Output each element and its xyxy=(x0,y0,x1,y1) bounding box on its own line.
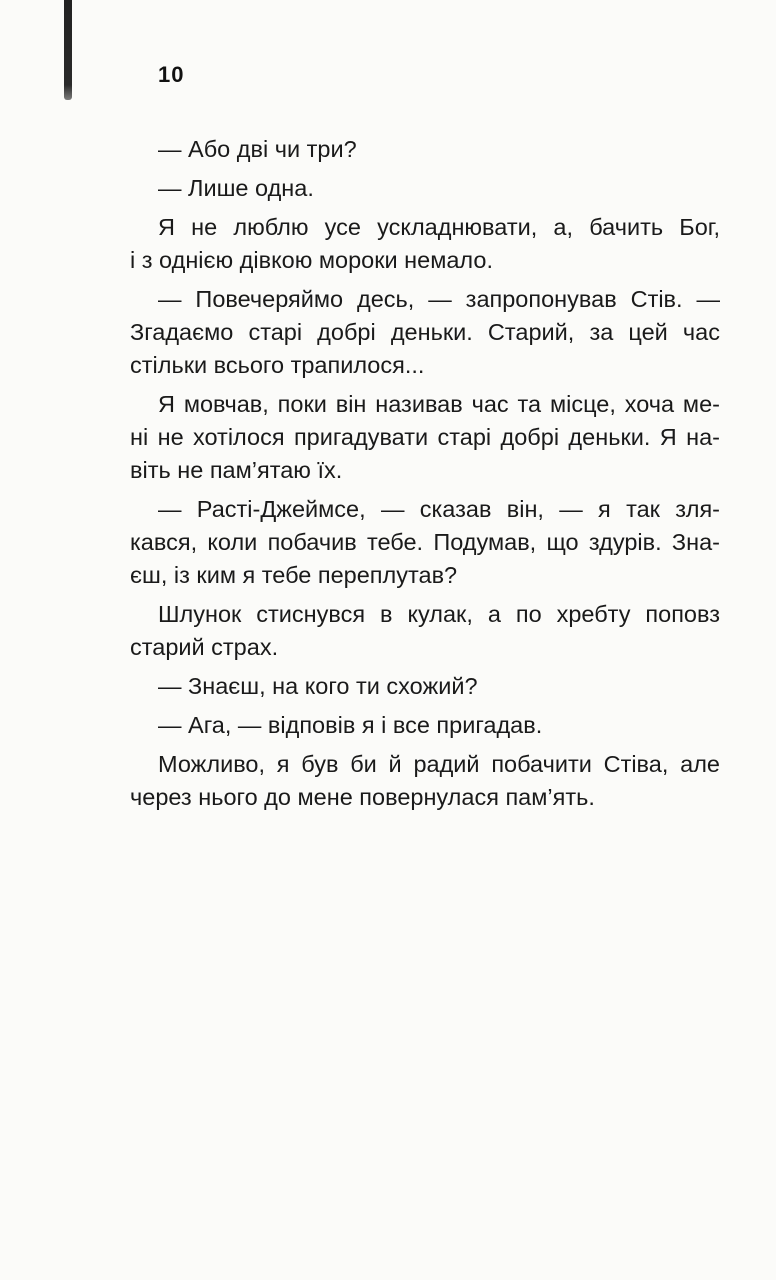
paragraph xyxy=(130,598,720,664)
binding-shadow xyxy=(64,0,72,100)
paragraph xyxy=(130,211,720,277)
body-text xyxy=(130,133,720,820)
paragraph xyxy=(130,388,720,487)
text-line: — Расті-Джеймсе, — сказав він, — я так зля- xyxy=(158,496,720,522)
paragraph xyxy=(130,709,720,742)
text-line: — Ага, — відповів я і все пригадав. xyxy=(158,712,543,738)
text-line: — Лише одна. xyxy=(158,175,314,201)
text-line: кався, коли побачив тебе. Подумав, що здурів. Зна- xyxy=(130,529,720,555)
paragraph xyxy=(130,670,720,703)
text-line: і з однією дівкою мороки немало. xyxy=(130,247,493,273)
paragraph xyxy=(130,748,720,814)
text-line: Згадаємо старі добрі деньки. Старий, за цей час xyxy=(130,319,720,345)
text-line: через нього до мене повернулася пам’ять. xyxy=(130,784,595,810)
paragraph xyxy=(130,493,720,592)
text-line: старий страх. xyxy=(130,634,279,660)
text-line: єш, із ким я тебе переплутав? xyxy=(130,562,458,588)
text-line: ні не хотілося пригадувати старі добрі деньки. Я на- xyxy=(130,424,720,450)
paragraph xyxy=(130,172,720,205)
text-line: — Повечеряймо десь, — запропонував Стів. — xyxy=(158,286,720,312)
paragraph xyxy=(130,283,720,382)
text-line: Я не люблю усе ускладнювати, а, бачить Бог, xyxy=(158,214,720,240)
text-line: віть не пам’ятаю їх. xyxy=(130,457,343,483)
text-line: — Або дві чи три? xyxy=(158,136,357,162)
text-line: — Знаєш, на кого ти схожий? xyxy=(158,673,478,699)
text-line: Шлунок стиснувся в кулак, а по хребту поповз xyxy=(158,601,720,627)
paragraph xyxy=(130,133,720,166)
text-line: стільки всього трапилося... xyxy=(130,352,425,378)
page-number: 10 xyxy=(158,62,185,87)
text-line: Можливо, я був би й радий побачити Стіва, але xyxy=(158,751,720,777)
text-line: Я мовчав, поки він називав час та місце, хоча ме- xyxy=(158,391,720,417)
